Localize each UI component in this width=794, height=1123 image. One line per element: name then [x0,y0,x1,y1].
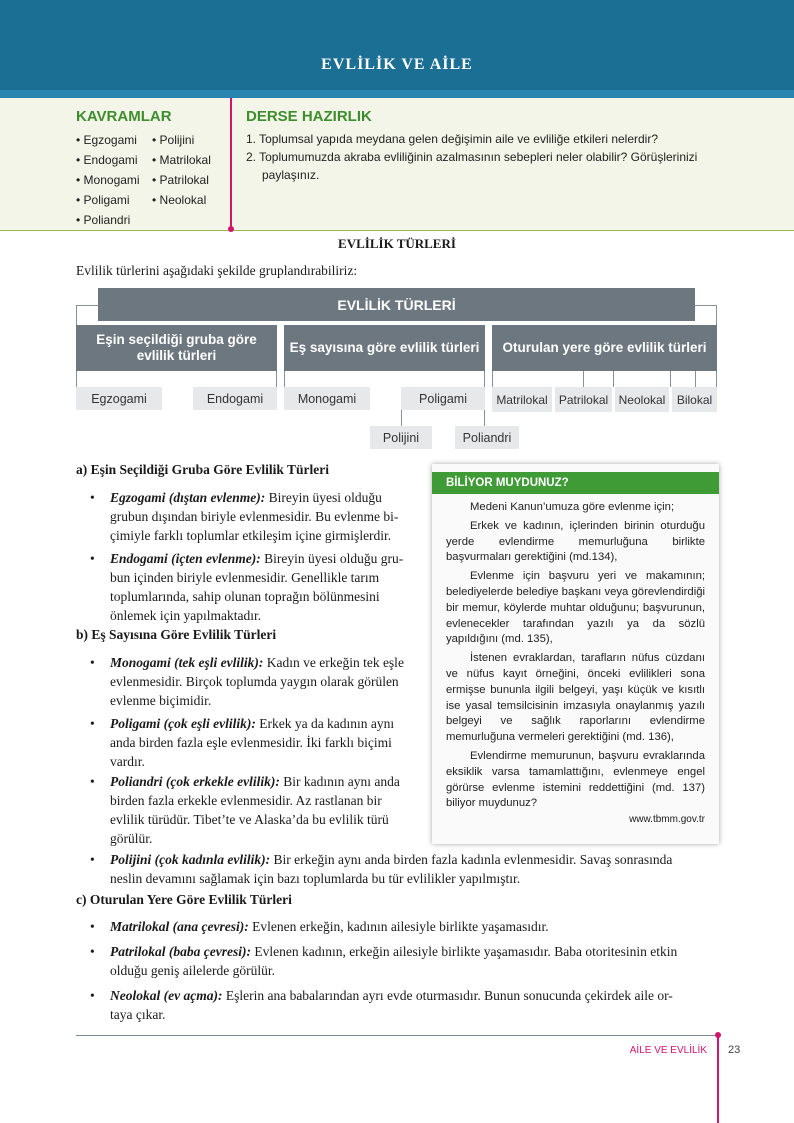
header-strip [0,90,794,98]
concept-item: • Egzogami [76,133,137,147]
bullet-polijini: • Polijini (çok kadınla evlilik): Bir erkeğin aynı anda birden fazla kadınla evlenmesidir. Savaş sonrasında neslin devamını sağlamak için bazı toplumlarda bu tür evlilikler yapılmıştır. [110,850,720,888]
did-you-know-box [432,464,719,844]
diagram-root: EVLİLİK TÜRLERİ [98,288,695,321]
subheading-a: a) Eşin Seçildiği Gruba Göre Evlilik Türleri [76,462,330,477]
diagram-leaf-polijini: Polijini [370,426,432,449]
subheading-c: c) Oturulan Yere Göre Evlilik Türleri [76,892,292,907]
diagram-leaf-monogami: Monogami [284,387,370,410]
know-paragraph: Erkek ve kadının, içlerinden birinin oturduğu yerde evlendirme memurluğuna birlikte başvurmaları gerektiğini (md.134), [446,519,705,564]
divider-dot [228,226,234,232]
diagram-leaf-matrilokal: Matrilokal [492,387,552,412]
footer-rule [76,1035,718,1036]
concept-item: • Poligami [76,193,130,207]
diagram-group-count: Eş sayısına göre evlilik türleri [284,325,485,371]
section-intro: Evlilik türlerini aşağıdaki şekilde gruplandırabiliriz: [76,263,358,278]
know-source: www.tbmm.gov.tr [629,814,705,826]
diagram-leaf-poliandri: Poliandri [455,426,519,449]
know-paragraph: Evlenme için başvuru yeri ve makamının; belediyelerde belediye başkanı veya görevlendirdiği bir memur, köylerde muhtar olduğunu; başvurunun, evlenecekler tarafından yazılı ya da sözlü yapıldığını (md. 135), [446,570,705,646]
concepts-col1 [76,130,140,230]
know-paragraph: Medeni Kanun’umuza göre evlenme için; [470,501,675,513]
know-paragraph: Evlendirme memurunun, başvuru evraklarında eksiklik varsa tamamlattığını, evlenmeye engel görürse evlenme istemini reddettiğini (md. 137) biliyor muydunuz? [446,749,705,810]
footer-label: AİLE VE EVLİLİK [629,1045,707,1056]
concept-item: • Poliandri [76,213,131,227]
prep-divider [230,98,232,230]
diagram-leaf-patrilokal: Patrilokal [555,387,612,412]
diagram-leaf-neolokal: Neolokal [615,387,669,412]
concept-item: • Neolokal [152,193,207,207]
bullet-neolokal: • Neolokal (ev açma): Eşlerin ana babalarından ayrı evde oturmasıdır. Bunun sonucunda çekirdek aile or- taya çıkar. [110,986,720,1024]
concept-item: • Polijini [152,133,195,147]
know-paragraph: İstenen evraklardan, tarafların nüfus cüzdanı ve nüfus kayıt örneğini, önceki evlilikleri sona ermişse bununla ilgili belgeyi, yaşı küçük ve kısıtlı ise yasal temsilcisinin imzasıyla onaylanmış yazılı belgeyi ve sağlık raporlarını evlendirme memurluğuna vermeleri gerektiğini (md. 136), [446,652,705,744]
did-you-know-body [446,500,705,825]
bullet-poliandri: • Poliandri (çok erkekle evlilik): Bir kadının aynı anda birden fazla erkekle evlenmesidir. Az rastlanan bir evlilik türüdür. Tibet’te ve Alaska’da bu evlilik türü görülür. [110,772,419,848]
bullet-egzogami: • Egzogami (dıştan evlenme): Bireyin üyesi olduğu grubun dışından biriyle evlenmesidir. Bu evlenme bi- çimiyle farklı toplumlar etkileşim içine girmişlerdir. [110,488,419,545]
bullet-endogami: • Endogami (içten evlenme): Bireyin üyesi olduğu gru- bun içinden biriyle evlenmesidir. Genellikle tarım toplumlarında, sahip olunan toprağın bölünmesini önlemek için yapılmaktadır. [110,549,419,625]
prep-title: DERSE HAZIRLIK [246,108,372,125]
diagram-group-residence: Oturulan yere göre evlilik türleri [492,325,717,371]
page-title: EVLİLİK VE AİLE [321,56,473,73]
concept-item: • Endogami [76,153,138,167]
did-you-know-title: BİLİYOR MUYDUNUZ? [432,472,719,494]
prep-question-2-cont: paylaşınız. [262,168,320,182]
bullet-monogami: • Monogami (tek eşli evlilik): Kadın ve erkeğin tek eşle evlenmesidir. Birçok toplumda yaygın olarak görülen evlenme biçimidir. [110,653,419,710]
diagram-group-choice: Eşin seçildiği gruba göre evlilik türleri [76,325,277,371]
header-bar [0,0,794,90]
section-title: EVLİLİK TÜRLERİ [338,236,456,251]
bullet-poligami: • Poligami (çok eşli evlilik): Erkek ya da kadının aynı anda birden fazla eşle evlenmesidir. İki farklı biçimi vardır. [110,714,419,771]
bullet-matrilokal: • Matrilokal (ana çevresi): Evlenen erkeğin, kadının ailesiyle birlikte yaşamasıdır. [110,917,720,936]
bullet-patrilokal: • Patrilokal (baba çevresi): Evlenen kadının, erkeğin ailesiyle birlikte yaşamasıdır. Baba otoritesinin etkin olduğu geniş ailelerde görülür. [110,942,720,980]
footer-divider [717,1035,719,1123]
concepts-col2 [152,130,211,210]
diagram-leaf-poligami: Poligami [401,387,485,410]
diagram-leaf-bilokal: Bilokal [672,387,717,412]
page-number: 23 [728,1044,741,1056]
prep-question-1: 1. Toplumsal yapıda meydana gelen değişimin aile ve evliliğe etkileri nelerdir? [246,132,659,146]
prep-questions [246,130,726,184]
concept-item: • Monogami [76,173,140,187]
diagram-leaf-egzogami: Egzogami [76,387,162,410]
subheading-b: b) Eş Sayısına Göre Evlilik Türleri [76,627,277,642]
prep-question-2: 2. Toplumumuzda akraba evliliğinin azalmasının sebepleri neler olabilir? Görüşlerinizi [246,150,698,164]
diagram-leaf-endogami: Endogami [193,387,277,410]
concept-item: • Patrilokal [152,173,209,187]
concepts-title: KAVRAMLAR [76,108,172,125]
concept-item: • Matrilokal [152,153,211,167]
